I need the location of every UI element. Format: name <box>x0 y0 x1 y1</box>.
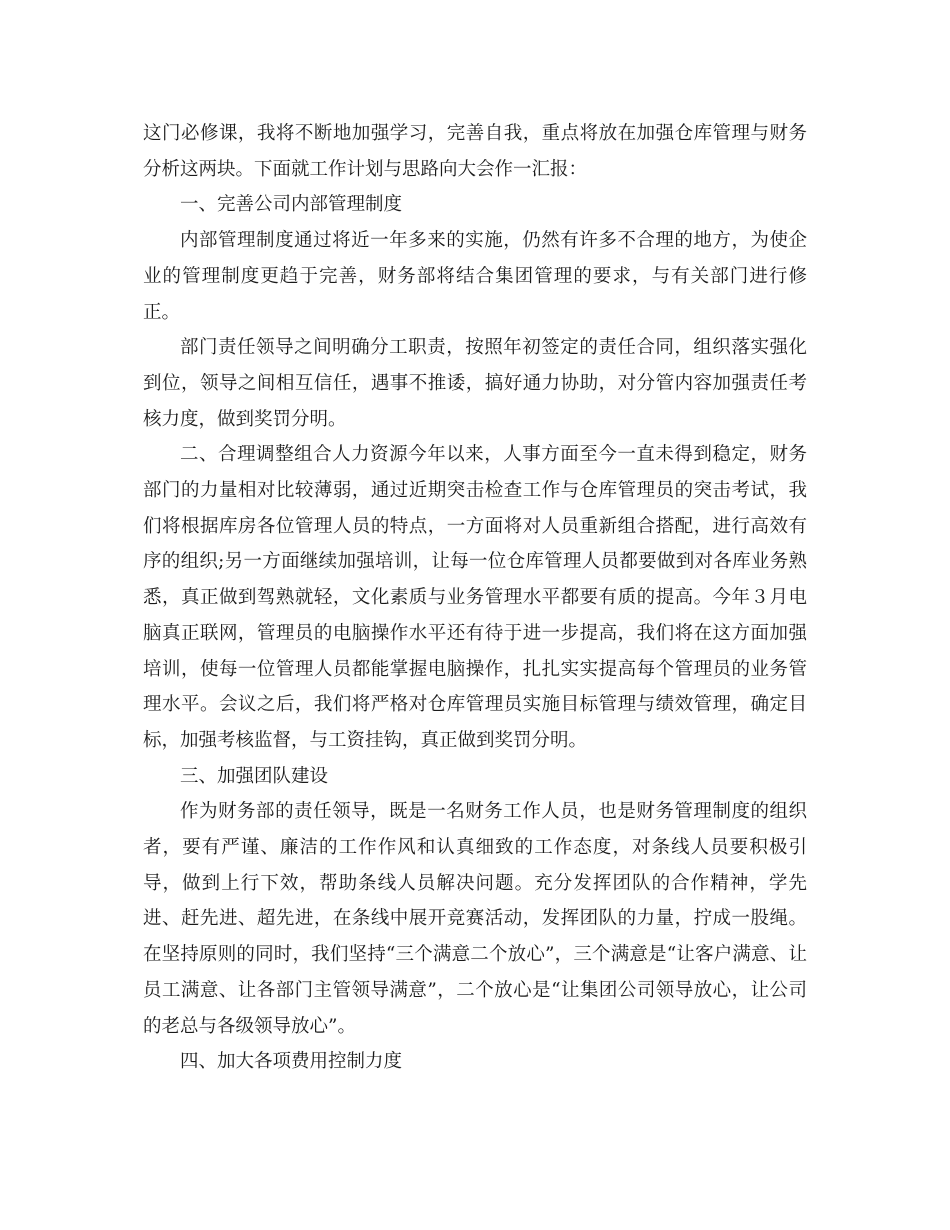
section-paragraph-2: 二、合理调整组合人力资源今年以来，人事方面至今一直未得到稳定，财务部门的力量相对比较薄弱，通过近期突击检查工作与仓库管理员的突击考试，我们将根据库房各位管理人员的特点，一方面将对人员重新组合搭配，进行高效有序的组织;另一方面继续加强培训，让每一位仓库管理人员都要做到对各库业务熟悉，真正做到驾熟就轻，文化素质与业务管理水平都要有质的提高。今年３月电脑真正联网，管理员的电脑操作水平还有待于进一步提高，我们将在这方面加强培训，使每一位管理人员都能掌握电脑操作，扎扎实实提高每个管理员的业务管理水平。会议之后，我们将严格对仓库管理员实施目标管理与绩效管理，确定目标，加强考核监督，与工资挂钩，真正做到奖罚分明。 <box>143 444 807 751</box>
paragraph-continuation: 这门必修课，我将不断地加强学习，完善自我，重点将放在加强仓库管理与财务分析这两块。下面就工作计划与思路向大会作一汇报： <box>143 123 807 180</box>
section-heading-1: 一、完善公司内部管理制度 <box>180 194 403 216</box>
paragraph: 内部管理制度通过将近一年多来的实施，仍然有许多不合理的地方，为使企业的管理制度更趋于完善，财务部将结合集团管理的要求，与有关部门进行修正。 <box>143 230 807 323</box>
paragraph: 部门责任领导之间明确分工职责，按照年初签定的责任合同，组织落实强化到位，领导之间相互信任，遇事不推诿，搞好通力协助，对分管内容加强责任考核力度，做到奖罚分明。 <box>143 337 807 430</box>
section-heading-3: 三、加强团队建设 <box>180 765 329 787</box>
document-body <box>143 116 807 1080</box>
section-heading-4: 四、加大各项费用控制力度 <box>180 1051 403 1073</box>
paragraph: 作为财务部的责任领导，既是一名财务工作人员，也是财务管理制度的组织者，要有严谨、廉洁的工作作风和认真细致的工作态度，对条线人员要积极引导，做到上行下效，帮助条线人员解决问题。充分发挥团队的合作精神，学先进、赶先进、超先进，在条线中展开竞赛活动，发挥团队的力量，拧成一股绳。在坚持原则的同时，我们坚持“三个满意二个放心”，三个满意是“让客户满意、让员工满意、让各部门主管领导满意”，二个放心是“让集团公司领导放心，让公司的老总与各级领导放心”。 <box>143 801 807 1037</box>
